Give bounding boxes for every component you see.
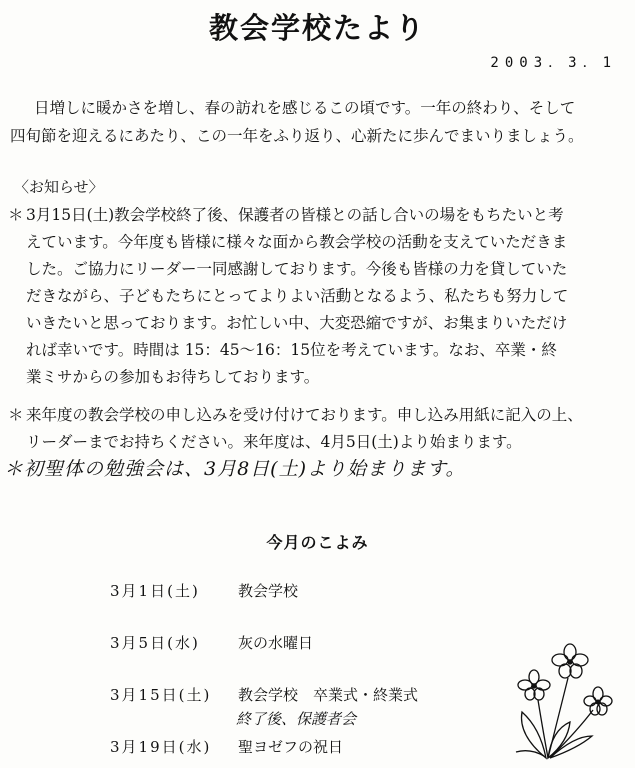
asterisk-marker: ＊: [8, 406, 24, 424]
notice-heading: 〈お知らせ〉: [14, 178, 104, 196]
notice-line: 業ミサからの参加もお待ちしております。: [26, 368, 320, 386]
calendar-date: 3月19日(水): [110, 738, 212, 756]
notice-item-meeting: [8, 202, 623, 391]
intro-line: 日増しに暖かさを増し、春の訪れを感じるこの頃です。一年の終わり、そして: [34, 99, 576, 117]
violet-flowers-icon: [508, 640, 618, 765]
calendar-row: [110, 580, 298, 601]
calendar-event: 灰の水曜日: [238, 634, 314, 652]
calendar-event: 聖ヨゼフの祝日: [238, 738, 344, 756]
calendar-row: [110, 684, 418, 705]
issue-date: 2003．3．1: [490, 55, 617, 71]
notice-item-registration: [8, 402, 623, 456]
calendar-handwritten-sub: 終了後、保護者会: [236, 710, 357, 728]
calendar-row: [110, 736, 343, 757]
notice-line: 来年度の教会学校の申し込みを受け付けております。申し込み用紙に記入の上、: [26, 406, 583, 424]
notice-line: だきながら、子どもたちにとってよりよい活動となるよう、私たちも努力して: [26, 287, 569, 305]
newsletter-title: 教会学校たより: [208, 11, 426, 45]
notice-line: した。ご協力にリーダー一同感謝しております。今後も皆様の力を貸していた: [26, 260, 568, 278]
notice-line: 3月15日(土)教会学校終了後、保護者の皆様との話し合いの場をもちたいと考: [26, 206, 564, 224]
calendar-title: 今月のこよみ: [266, 533, 369, 552]
calendar-row: [110, 632, 313, 653]
notice-line: いきたいと思っております。お忙しい中、大変恐縮ですが、お集まりいただけ: [26, 314, 568, 332]
notice-line: えています。今年度も皆様に様々な面から教会学校の活動を支えていただきま: [26, 233, 568, 251]
calendar-event: 教会学校 卒業式・終業式: [238, 686, 419, 704]
calendar-date: 3月5日(水): [110, 634, 200, 652]
intro-line: 四旬節を迎えるにあたり、この一年をふり返り、心新たに歩んでまいりましょう。: [10, 127, 584, 145]
calendar-date: 3月1日(土): [110, 582, 200, 600]
notice-line: れば幸いです。時間は 15：45～16：15位を考えています。なお、卒業・終: [26, 341, 557, 359]
notice-line: リーダーまでお持ちください。来年度は、4月5日(土)より始まります。: [26, 433, 522, 451]
calendar-date: 3月15日(土): [110, 686, 212, 704]
handwritten-note: ＊初聖体の勉強会は、3月8日(土)より始まります。: [4, 458, 466, 480]
intro-paragraph: [10, 94, 622, 150]
calendar-event: 教会学校: [238, 582, 299, 600]
asterisk-marker: ＊: [8, 206, 24, 224]
